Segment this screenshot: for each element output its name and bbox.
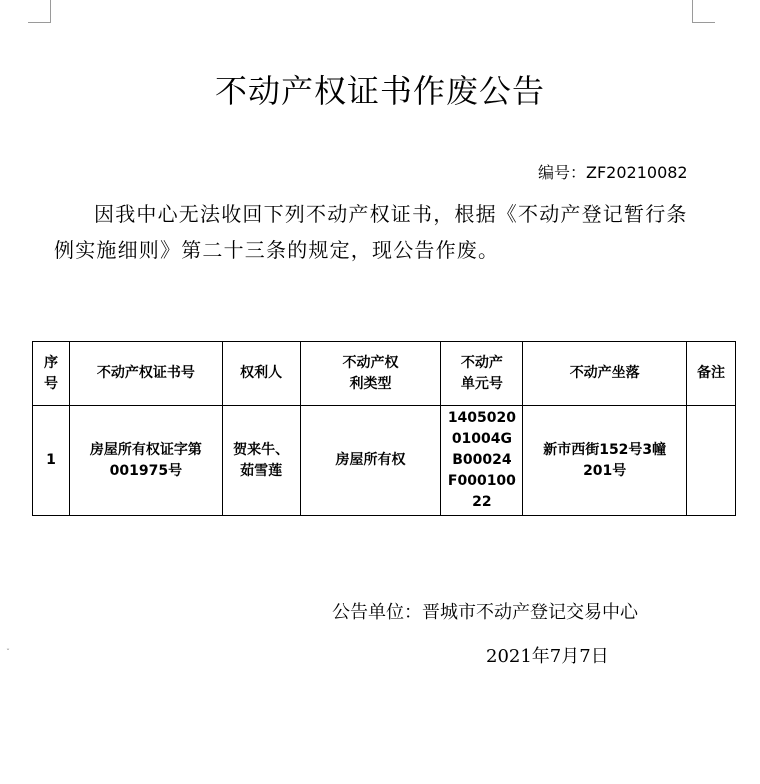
table-header-row	[33, 342, 736, 406]
header-remark: 备注	[687, 342, 736, 406]
margin-mark: ˇ	[6, 648, 10, 657]
cell-cert-no: 房屋所有权证字第001975号	[69, 406, 222, 516]
cell-unit-no: 140502001004GB00024F00010022	[441, 406, 523, 516]
issue-date: 2021年7月7日	[486, 646, 609, 667]
header-holder: 权利人	[222, 342, 300, 406]
cell-location: 新市西街152号3幢201号	[523, 406, 687, 516]
cell-right-type: 房屋所有权	[300, 406, 441, 516]
header-location: 不动产坐落	[523, 342, 687, 406]
cell-remark	[687, 406, 736, 516]
header-unit-no: 不动产单元号	[441, 342, 523, 406]
cell-holder: 贺来牛、茹雪莲	[222, 406, 300, 516]
void-certificate-table	[32, 341, 736, 516]
page-corner-top-right	[692, 0, 715, 23]
table-row	[33, 406, 736, 516]
document-title: 不动产权证书作废公告	[214, 72, 545, 110]
issuing-unit: 公告单位：晋城市不动产登记交易中心	[332, 602, 638, 623]
document-number: 编号：ZF20210082	[538, 163, 688, 182]
announcement-body: 因我中心无法收回下列不动产权证书，根据《不动产登记暂行条例实施细则》第二十三条的规定，现公告作废。	[54, 202, 688, 262]
cell-seq: 1	[33, 406, 70, 516]
header-cert-no: 不动产权证书号	[69, 342, 222, 406]
header-seq: 序号	[33, 342, 70, 406]
page-corner-top-left	[28, 0, 51, 23]
header-right-type: 不动产权利类型	[300, 342, 441, 406]
